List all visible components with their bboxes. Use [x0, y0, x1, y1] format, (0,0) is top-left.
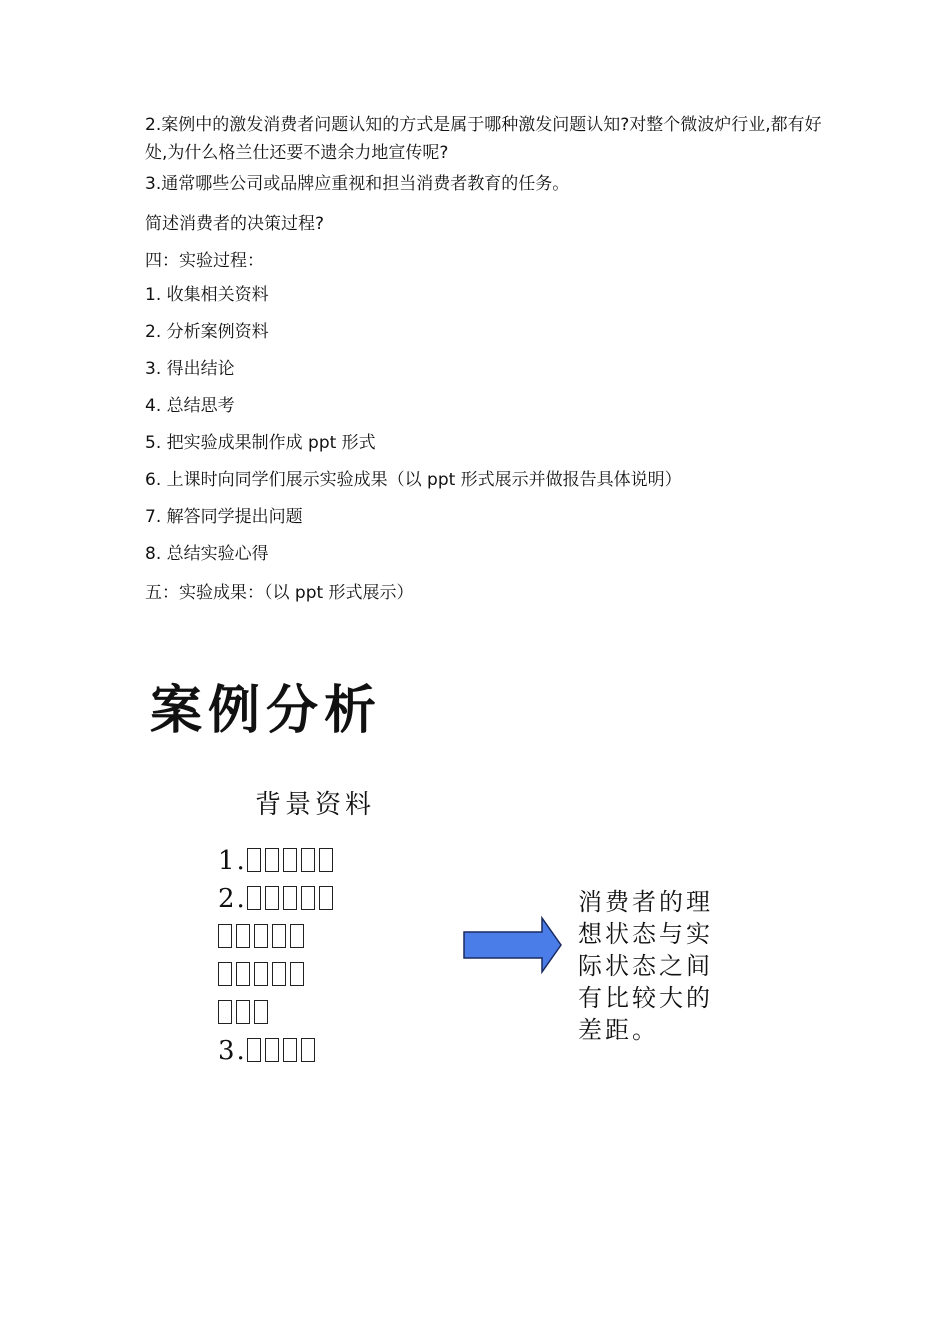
missing-glyph-line: [218, 959, 308, 991]
step-item: 4. 总结思考: [145, 396, 235, 416]
question-3: 3.通常哪些公司或品牌应重视和担当消费者教育的任务。: [145, 174, 570, 194]
missing-glyph-line: [218, 921, 308, 953]
step-item: 7. 解答同学提出问题: [145, 507, 303, 527]
slide-title: 案例分析: [150, 680, 383, 741]
step-item: 6. 上课时向同学们展示实验成果（以 ppt 形式展示并做报告具体说明）: [145, 470, 682, 490]
missing-glyph-line: [218, 997, 272, 1029]
question-4: 简述消费者的决策过程?: [145, 214, 325, 234]
question-2: 2.案例中的激发消费者问题认知的方式是属于哪种激发问题认知?对整个微波炉行业,都有好处,为什么格兰仕还要不遗余力地宣传呢?: [145, 115, 822, 163]
conclusion-text: 消费者的理想状态与实际状态之间有比较大的差距。: [578, 888, 713, 1044]
step-item: 8. 总结实验心得: [145, 544, 269, 564]
right-arrow-icon: [462, 915, 564, 975]
section-5-heading: 五：实验成果：（以 ppt 形式展示）: [145, 583, 414, 603]
slide-subtitle: 背景资料: [255, 790, 376, 820]
missing-glyph-line: 3.: [218, 1035, 319, 1067]
section-4-heading: 四：实验过程：: [145, 251, 264, 271]
missing-glyph-line: 2.: [218, 883, 337, 915]
step-item: 3. 得出结论: [145, 359, 235, 379]
step-item: 5. 把实验成果制作成 ppt 形式: [145, 433, 376, 453]
step-item: 2. 分析案例资料: [145, 322, 269, 342]
step-item: 1. 收集相关资料: [145, 285, 269, 305]
missing-glyph-line: 1.: [218, 845, 337, 877]
